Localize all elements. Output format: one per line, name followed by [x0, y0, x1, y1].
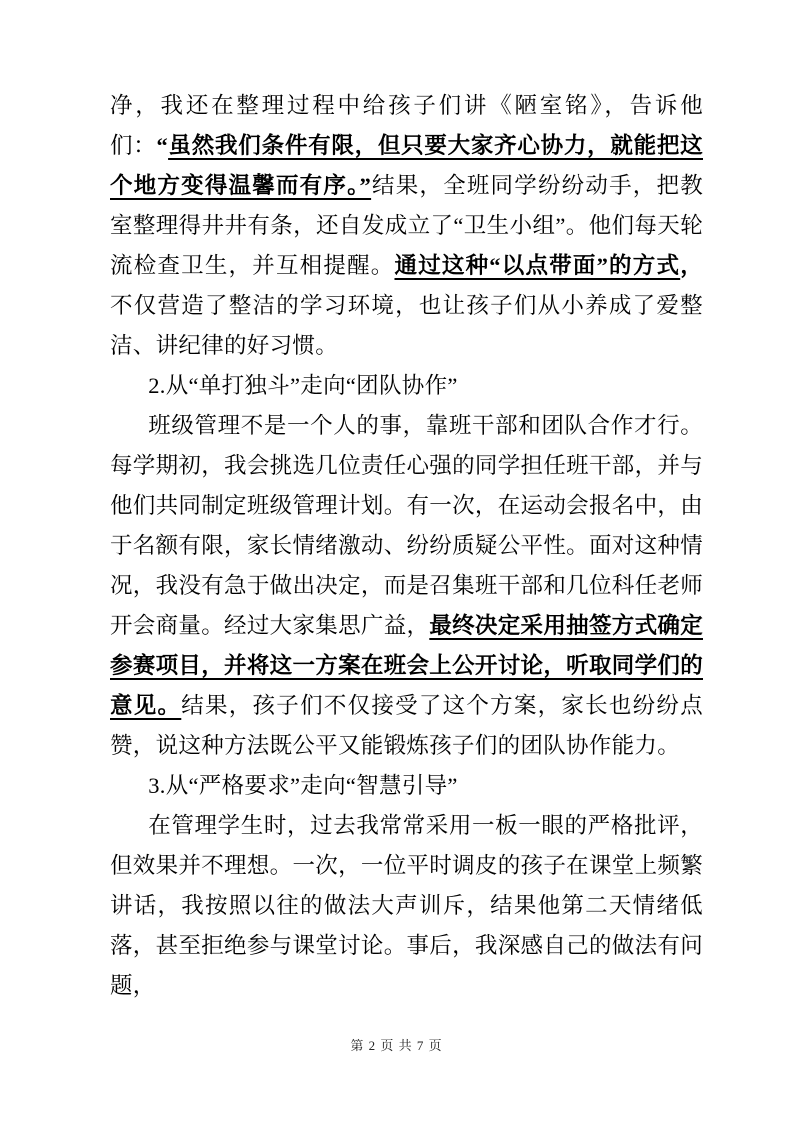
text-run: 结果，孩子们不仅接受了这个方案，家长也纷纷点赞，说这种方法既公平又能锻炼孩子们的团队协作能力。	[110, 693, 703, 758]
text-run-bold: ，	[680, 253, 703, 278]
paragraph-team-collaboration	[110, 406, 703, 766]
text-run: 结果，全班同学纷纷动手，把教室整理得井井有条，还自发成立了“卫生小组”。他们每天轮流检查卫生，并互相提醒。	[110, 173, 703, 278]
document-body	[110, 86, 703, 1006]
heading-text: 3.从“严格要求”走向“智慧引导”	[148, 773, 458, 798]
page-number-label: 第 2 页 共 7 页	[350, 1038, 443, 1053]
text-run-bold: “	[156, 133, 169, 158]
text-run: 班级管理不是一个人的事，靠班干部和团队合作才行。每学期初，我会挑选几位责任心强的同学担任班干部，并与他们共同制定班级管理计划。有一次，在运动会报名中，由于名额有限，家长情绪激动、纷纷质疑公平性。面对这种情况，我没有急于做出决定，而是召集班干部和几位科任老师开会商量。经过大家集思广益，	[110, 413, 703, 638]
text-run-bold-underline: 通过这种“以点带面”的方式	[394, 253, 681, 278]
section-heading-2	[110, 366, 703, 406]
text-run-bold-underline: 最终决定采用抽签方式确定参赛项目，并将这一方案在班会上公开讨论，听取同学们的意见。	[110, 613, 703, 718]
paragraph-wise-guidance	[110, 806, 703, 1006]
paragraph-continuation	[110, 86, 703, 366]
text-run: 在管理学生时，过去我常常采用一板一眼的严格批评，但效果并不理想。一次，一位平时调皮的孩子在课堂上频繁讲话，我按照以往的做法大声训斥，结果他第二天情绪低落，甚至拒绝参与课堂讨论。事后，我深感自己的做法有问题，	[110, 813, 703, 998]
text-run: 不仅营造了整洁的学习环境，也让孩子们从小养成了爱整洁、讲纪律的好习惯。	[110, 293, 703, 358]
text-run: 净，我还在整理过程中给孩子们讲《陋室铭》，告诉他们：	[110, 93, 703, 158]
text-run-bold-underline: 虽然我们条件有限，但只要大家齐心协力，就能把这个地方变得温馨而有序。”	[110, 133, 703, 198]
page-footer	[0, 1036, 793, 1056]
section-heading-3	[110, 766, 703, 806]
heading-text: 2.从“单打独斗”走向“团队协作”	[148, 373, 458, 398]
